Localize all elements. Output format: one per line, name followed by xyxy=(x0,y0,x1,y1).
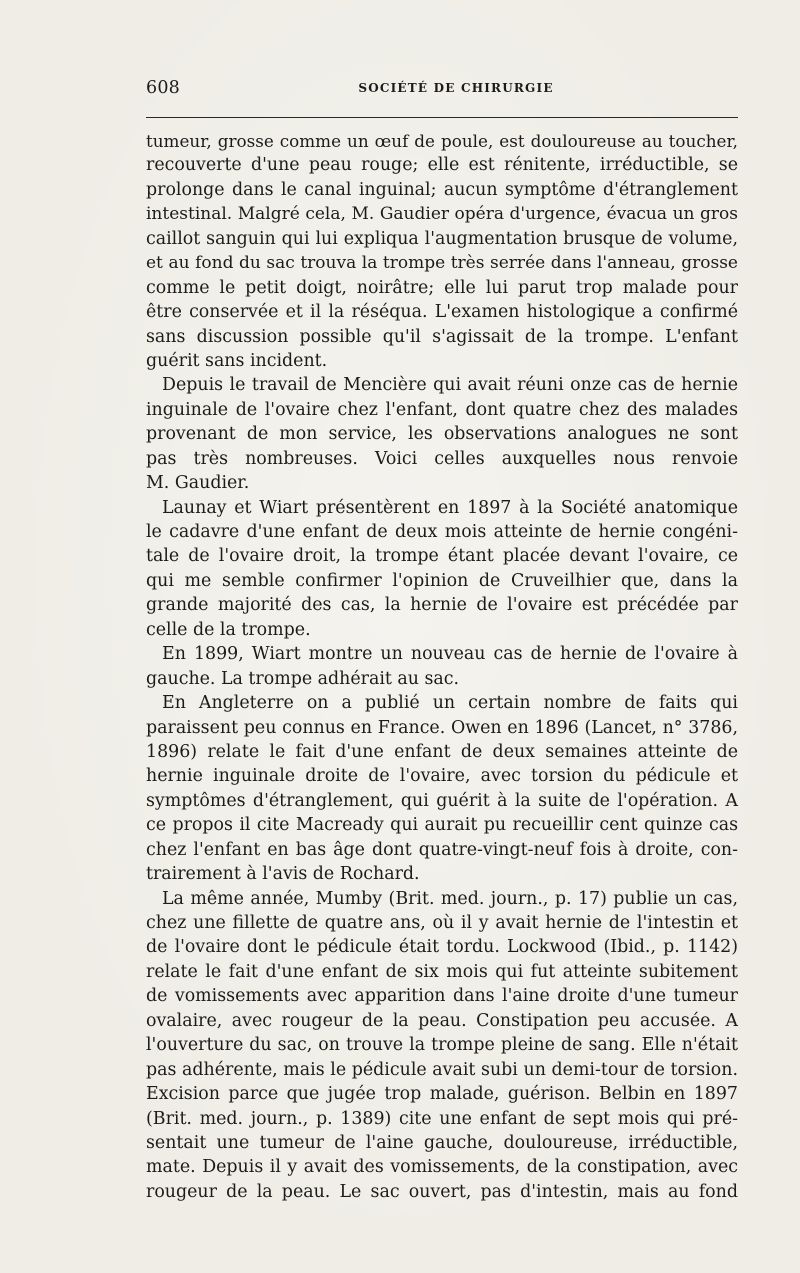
text-line: (Brit. med. journ., p. 1389) cite une enfant de sept mois qui pré- xyxy=(146,1108,738,1129)
text-line: intestinal. Malgré cela, M. Gaudier opéra d'urgence, évacua un gros xyxy=(146,204,738,225)
text-line: trairement à l'avis de Rochard. xyxy=(146,864,420,885)
text-line: Depuis le travail de Mencière qui avait réuni onze cas de hernie xyxy=(162,375,738,396)
text-line: grande majorité des cas, la hernie de l'ovaire est précédée par xyxy=(146,595,738,616)
text-line: En 1899, Wiart montre un nouveau cas de hernie de l'ovaire à xyxy=(162,644,738,665)
page-header xyxy=(146,76,738,106)
text-line: Launay et Wiart présentèrent en 1897 à la Société anatomique xyxy=(162,497,738,518)
text-line: le cadavre d'une enfant de deux mois atteinte de hernie congéni- xyxy=(146,522,738,542)
text-line: paraissent peu connus en France. Owen en 1896 (Lancet, n° 3786, xyxy=(146,717,738,738)
text-line: symptômes d'étranglement, qui guérit à la suite de l'opération. A xyxy=(146,790,738,811)
text-line: de vomissements avec apparition dans l'aine droite d'une tumeur xyxy=(146,986,738,1007)
text-line: recouverte d'une peau rouge; elle est rénitente, irréductible, se xyxy=(146,155,738,176)
running-title: SOCIÉTÉ DE CHIRURGIE xyxy=(358,81,554,95)
text-line: inguinale de l'ovaire chez l'enfant, dont quatre chez des malades xyxy=(146,399,738,420)
text-line: l'ouverture du sac, on trouve la trompe pleine de sang. Elle n'était xyxy=(146,1035,738,1056)
text-line: pas adhérente, mais le pédicule avait subi un demi-tour de torsion. xyxy=(146,1059,738,1080)
text-line: guérit sans incident. xyxy=(146,350,328,371)
text-line: comme le petit doigt, noirâtre; elle lui parut trop malade pour xyxy=(146,277,738,298)
text-line: tumeur, grosse comme un œuf de poule, est douloureuse au toucher, xyxy=(146,131,738,151)
header-rule xyxy=(146,117,738,118)
text-line: mate. Depuis il y avait des vomissements, de la constipation, avec xyxy=(146,1157,738,1178)
text-line: hernie inguinale droite de l'ovaire, avec torsion du pédicule et xyxy=(146,766,738,787)
text-line: gauche. La trompe adhérait au sac. xyxy=(146,668,460,689)
text-line: rougeur de la peau. Le sac ouvert, pas d'intestin, mais au fond xyxy=(146,1181,738,1202)
text-line: ce propos il cite Macready qui aurait pu recueillir cent quinze cas xyxy=(146,815,738,836)
text-line: chez l'enfant en bas âge dont quatre-vingt-neuf fois à droite, con- xyxy=(146,839,738,860)
text-line: M. Gaudier. xyxy=(146,473,250,494)
text-line: qui me semble confirmer l'opinion de Cruveilhier que, dans la xyxy=(146,570,738,591)
text-line: tale de l'ovaire droit, la trompe étant placée devant l'ovaire, ce xyxy=(146,546,738,567)
text-line: La même année, Mumby (Brit. med. journ., p. 17) publie un cas, xyxy=(162,888,738,909)
text-line: celle de la trompe. xyxy=(146,619,311,640)
text-line: En Angleterre on a publié un certain nombre de faits qui xyxy=(162,693,738,714)
text-line: de l'ovaire dont le pédicule était tordu. Lockwood (Ibid., p. 1142) xyxy=(146,937,738,958)
text-line: prolonge dans le canal inguinal; aucun symptôme d'étranglement xyxy=(146,179,738,200)
text-line: et au fond du sac trouva la trompe très serrée dans l'anneau, grosse xyxy=(146,253,738,274)
text-line: sentait une tumeur de l'aine gauche, douloureuse, irréductible, xyxy=(146,1132,738,1153)
page-number: 608 xyxy=(146,78,181,98)
body-text xyxy=(146,129,738,1204)
text-line: relate le fait d'une enfant de six mois qui fut atteinte subitement xyxy=(146,961,738,982)
text-line: 1896) relate le fait d'une enfant de deux semaines atteinte de xyxy=(146,741,738,762)
text-line: provenant de mon service, les observations analogues ne sont xyxy=(146,424,738,445)
text-line: Excision parce que jugée trop malade, guérison. Belbin en 1897 xyxy=(146,1084,738,1105)
text-line: sans discussion possible qu'il s'agissait de la trompe. L'enfant xyxy=(146,326,738,347)
text-line: caillot sanguin qui lui expliqua l'augmentation brusque de volume, xyxy=(146,228,738,249)
text-line: ovalaire, avec rougeur de la peau. Constipation peu accusée. A xyxy=(146,1010,738,1031)
text-line: chez une fillette de quatre ans, où il y avait hernie de l'intestin et xyxy=(146,913,738,933)
text-line: pas très nombreuses. Voici celles auxquelles nous renvoie xyxy=(146,448,738,469)
text-line: être conservée et il la réséqua. L'examen histologique a confirmé xyxy=(146,302,738,323)
